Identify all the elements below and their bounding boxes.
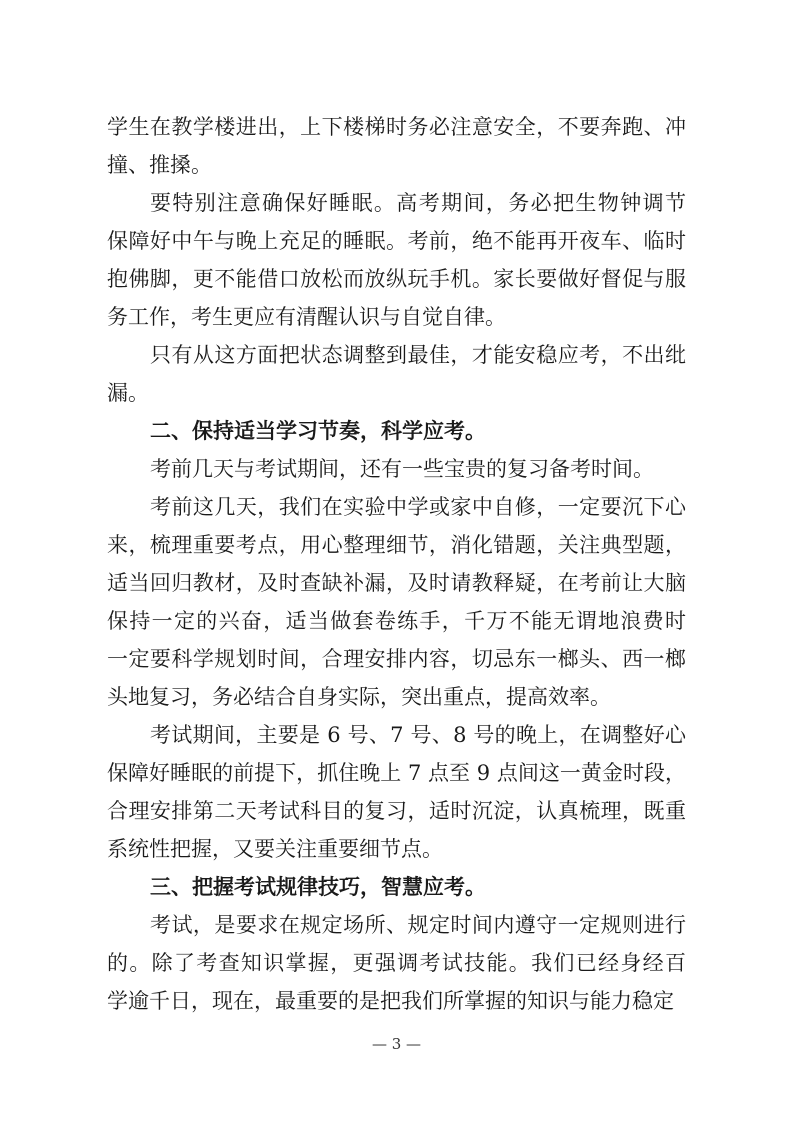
text-line: 考试，是要求在规定场所、规定时间内遵守一定规则进行 — [150, 913, 686, 937]
text-line: 保障好睡眠的前提下，抓住晚上 7 点至 9 点间这一黄金时段， — [107, 761, 686, 785]
text-line: 合理安排第二天考试科目的复习，适时沉淀，认真梳理，既重 — [107, 799, 686, 823]
document-body — [107, 108, 686, 1020]
text-line: 保持一定的兴奋，适当做套卷练手，千万不能无谓地浪费时 — [107, 609, 686, 633]
text-line: 只有从这方面把状态调整到最佳，才能安稳应考，不出纰 — [150, 343, 686, 367]
text-line: 一定要科学规划时间，合理安排内容，切忌东一榔头、西一榔 — [107, 647, 686, 671]
text-line: 漏。 — [107, 381, 149, 405]
paragraph — [107, 336, 686, 412]
text-line: 考试期间，主要是 6 号、7 号、8 号的晚上，在调整好心 — [150, 723, 686, 747]
text-line: 头地复习，务必结合自身实际，突出重点，提高效率。 — [107, 685, 611, 709]
paragraph — [107, 184, 686, 336]
paragraph — [107, 488, 686, 716]
text-line: 务工作，考生更应有清醒认识与自觉自律。 — [107, 305, 506, 329]
text-line: 保障好中午与晚上充足的睡眠。考前，绝不能再开夜车、临时 — [107, 229, 686, 253]
text-line: 系统性把握，又要关注重要细节点。 — [107, 837, 443, 861]
text-line: 三、把握考试规律技巧，智慧应考。 — [150, 875, 486, 899]
paragraph — [107, 108, 686, 184]
text-line: 抱佛脚，更不能借口放松而放纵玩手机。家长要做好督促与服 — [107, 267, 686, 291]
text-line: 的。除了考查知识掌握，更强调考试技能。我们已经身经百 — [107, 951, 686, 975]
text-line: 要特别注意确保好睡眠。高考期间，务必把生物钟调节 — [150, 191, 686, 215]
page-number: — 3 — — [371, 1035, 422, 1053]
text-line: 二、保持适当学习节奏，科学应考。 — [150, 419, 486, 443]
paragraph — [107, 716, 686, 868]
text-line: 学生在教学楼进出，上下楼梯时务必注意安全，不要奔跑、冲 — [107, 115, 686, 139]
text-line: 来，梳理重要考点，用心整理细节，消化错题，关注典型题， — [107, 533, 686, 557]
text-line: 考前几天与考试期间，还有一些宝贵的复习备考时间。 — [150, 457, 654, 481]
section-heading — [107, 412, 686, 450]
text-line: 考前这几天，我们在实验中学或家中自修，一定要沉下心 — [150, 495, 686, 519]
text-line: 适当回归教材，及时查缺补漏，及时请教释疑，在考前让大脑 — [107, 571, 686, 595]
paragraph — [107, 450, 686, 488]
paragraph — [107, 906, 686, 1020]
text-line: 撞、推搡。 — [107, 153, 212, 177]
text-line: 学逾千日，现在，最重要的是把我们所掌握的知识与能力稳定 — [107, 989, 674, 1013]
section-heading — [107, 868, 686, 906]
